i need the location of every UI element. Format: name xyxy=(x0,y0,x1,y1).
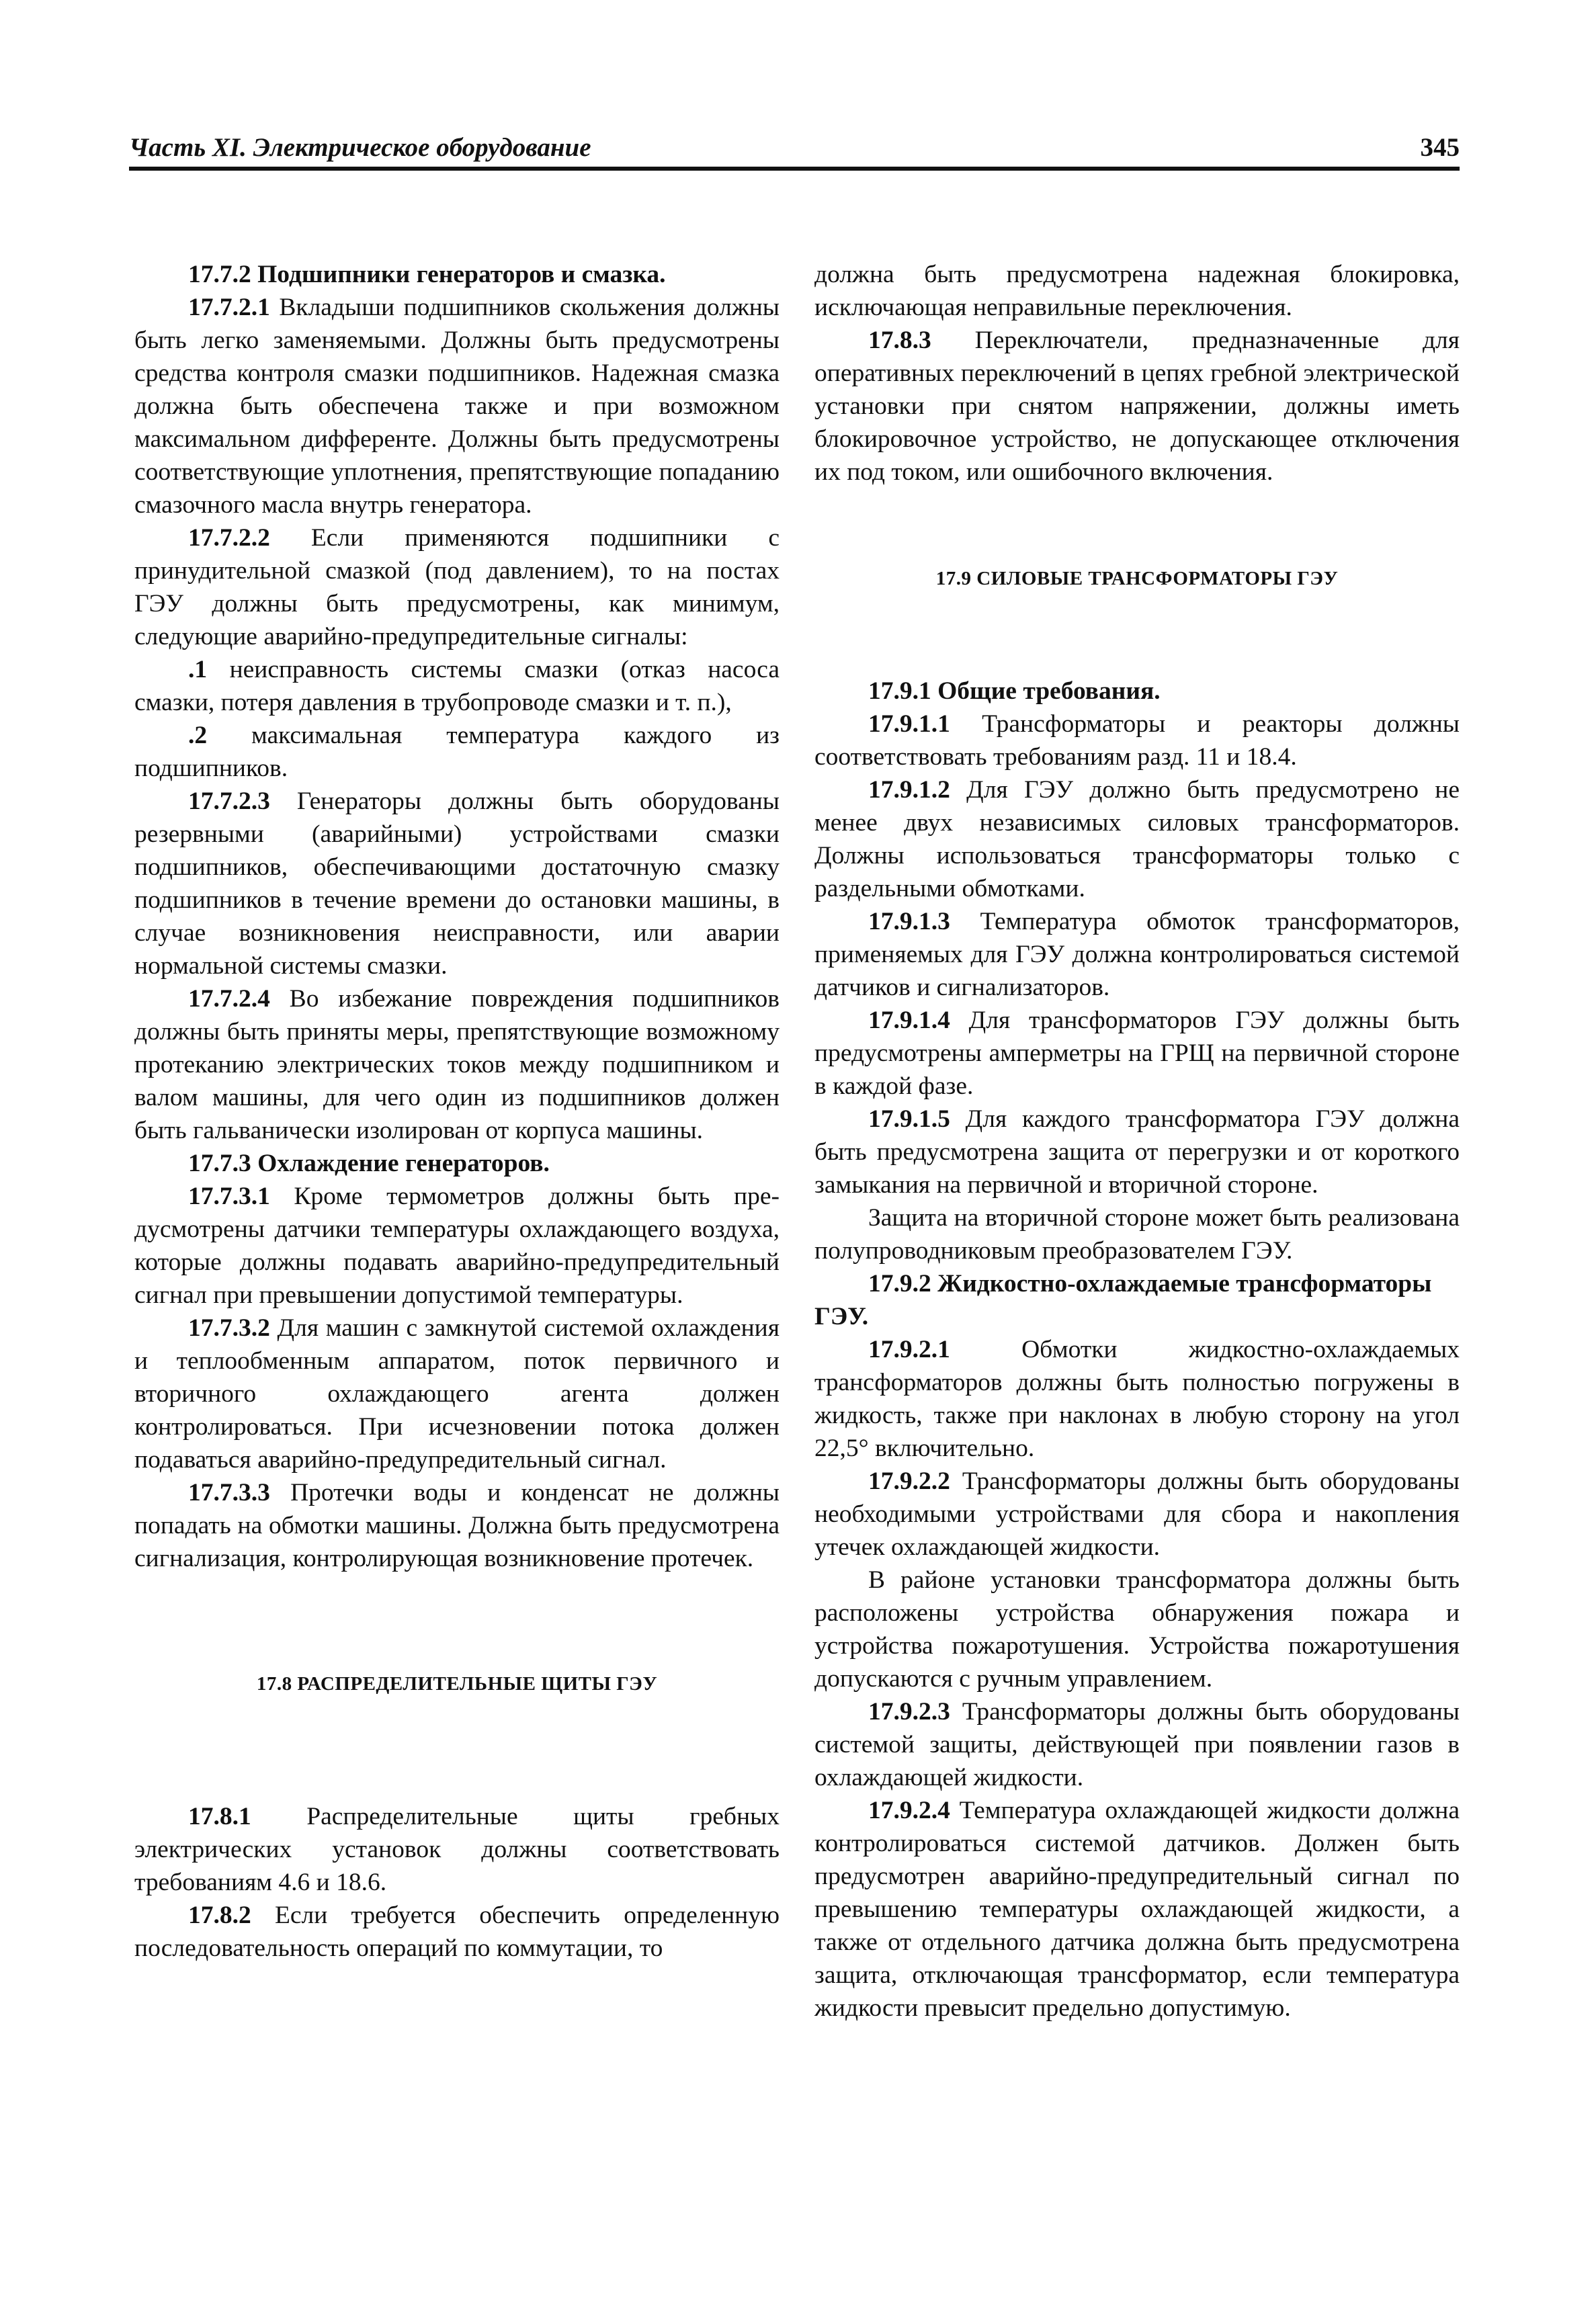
running-header-title: Часть XI. Электрическое оборудование xyxy=(129,133,591,162)
clause-number: 17.7.2.2 xyxy=(188,524,270,552)
clause-17-9-2-2-paragraph: В районе установки трансформатора должны быть расположены устройства обнаружения пожара и устройства пожаротушения. Устройства пожаротушения допускаются с ручным управлением. xyxy=(814,1566,1460,1693)
clause-number: 17.7.3 xyxy=(188,1150,251,1177)
clause-number: 17.8.1 xyxy=(188,1803,251,1830)
list-number: .2 xyxy=(188,722,208,749)
list-item-2 xyxy=(134,719,780,785)
list-text: максимальная температура каждого из подшипников. xyxy=(134,722,780,782)
subsection-heading-17-9-2 xyxy=(814,1267,1460,1333)
subsection-heading-17-9-1 xyxy=(814,675,1460,708)
clause-17-8-3 xyxy=(814,324,1460,488)
clause-number: 17.9.1.2 xyxy=(868,776,950,804)
clause-17-7-3-3 xyxy=(134,1476,780,1575)
clause-17-7-2-3 xyxy=(134,785,780,982)
clause-number: 17.9.1.1 xyxy=(868,710,950,738)
clause-number: 17.9.1.5 xyxy=(868,1105,950,1133)
list-item-1 xyxy=(134,653,780,719)
heading-text: Подшипники генераторов и смазка. xyxy=(251,261,666,288)
clause-number: 17.9.1.4 xyxy=(868,1007,950,1034)
clause-text: Для каждого трансформатора ГЭУ должна быть предусмотрена защита от перегрузки и от короткого замыкания на первичной и вторичной стороне. xyxy=(814,1105,1460,1199)
header-rule xyxy=(129,167,1460,171)
list-text: неисправность системы смазки (отказ насоса смазки, потеря давления в трубопроводе смазки и т. п.), xyxy=(134,656,780,716)
clause-number: 17.7.3.3 xyxy=(188,1479,270,1506)
clause-17-9-1-4 xyxy=(814,1004,1460,1103)
clause-text: Температура обмоток трансформаторов, применяемых для ГЭУ должна контролироваться системой датчиков и сигнализаторов. xyxy=(814,908,1460,1001)
clause-text: Если требуется обеспечить определенную последовательность операций по коммутации, то xyxy=(134,1902,780,1962)
clause-17-9-1-5 xyxy=(814,1103,1460,1201)
clause-17-7-3-2 xyxy=(134,1312,780,1476)
right-column xyxy=(814,258,1460,2025)
clause-number: 17.7.2.1 xyxy=(188,294,270,321)
subsection-heading-17-7-2 xyxy=(134,258,780,291)
clause-17-7-3-1 xyxy=(134,1180,780,1312)
clause-text: Трансформаторы и реакторы должны соответствовать требованиям разд. 11 и 18.4. xyxy=(814,710,1460,771)
clause-17-9-2-4 xyxy=(814,1794,1460,2025)
clause-number: 17.9.2.3 xyxy=(868,1698,950,1726)
heading-text: Общие требования. xyxy=(931,677,1161,705)
clause-text: Трансформаторы должны быть оборудованы системой защиты, действующей при появлении газов в охлаждающей жидкости. xyxy=(814,1698,1460,1791)
left-column xyxy=(134,258,780,1965)
clause-17-9-1-1 xyxy=(814,708,1460,773)
heading-text: Охлаждение генераторов. xyxy=(251,1150,550,1177)
clause-text: Переключатели, предназначенные для оперативных переключений в цепях гребной электрической установки при снятом напряжении, должны иметь блокировочное устройство, не допускающее отключения их под током, или ошибочного включения. xyxy=(814,327,1460,486)
clause-text: Во избежание повреждения подшипников должны быть приняты меры, препятствующие возможному протеканию электрических токов между подшипником и валом машины, для чего один из подшипников должен быть гальванически изолирован от корпуса машины. xyxy=(134,985,780,1144)
clause-17-9-1-3 xyxy=(814,905,1460,1004)
clause-number: 17.9.2.2 xyxy=(868,1467,950,1495)
clause-17-7-2-2 xyxy=(134,521,780,653)
clause-number: 17.7.3.2 xyxy=(188,1314,270,1342)
clause-text: Протечки воды и конденсат не должны попадать на обмотки машины. Должна быть предусмотрена сигнализация, контролирующая возникновение протечек. xyxy=(134,1479,780,1572)
clause-text: Трансформаторы должны быть оборудованы необходимыми устройствами для сбора и накопления утечек охлаждающей жидкости. xyxy=(814,1467,1460,1561)
page-header xyxy=(129,132,1460,171)
clause-number: 17.7.3.1 xyxy=(188,1183,270,1210)
clause-text: Кроме термометров должны быть предусмотрены датчики температуры охлаждающего воздуха, которые должны подавать аварийно-предупредительный сигнал при превышении допустимой температуры. xyxy=(134,1183,780,1309)
list-number: .1 xyxy=(188,656,208,683)
section-title-17-8: 17.8 РАСПРЕДЕЛИТЕЛЬНЫЕ ЩИТЫ ГЭУ xyxy=(256,1673,658,1695)
clause-17-7-2-4 xyxy=(134,982,780,1147)
heading-text: Жидкостно-охлаждаемые трансформаторы ГЭУ. xyxy=(814,1270,1432,1330)
clause-text: Для трансформаторов ГЭУ должны быть предусмотрены амперметры на ГРЩ на первичной стороне в каждой фазе. xyxy=(814,1007,1460,1100)
clause-number: 17.7.2.3 xyxy=(188,788,270,815)
clause-number: 17.8.3 xyxy=(868,327,931,354)
clause-number: 17.8.2 xyxy=(188,1902,251,1929)
clause-17-8-2 xyxy=(134,1899,780,1965)
clause-number: 17.9.1.3 xyxy=(868,908,950,935)
clause-text: Если применяются подшипники с принудительной смазкой (под давлением), то на постах ГЭУ должны быть предусмотрены, как минимум, следующие аварийно-предупредительные сигналы: xyxy=(134,524,780,650)
clause-17-9-1-2 xyxy=(814,773,1460,905)
clause-17-9-2-2 xyxy=(814,1465,1460,1564)
clause-number: 17.7.2.4 xyxy=(188,985,270,1013)
clause-text: Температура охлаждающей жидкости должна контролироваться системой датчиков. Должен быть предусмотрен аварийно-предупредительный сигнал по превышению температуры охлаждающей жидкости, а также от отдельного датчика должна быть предусмотрена защита, отключающая трансформатор, если температура жидкости превысит предельно допустимую. xyxy=(814,1797,1460,2022)
clause-text: Распределительные щиты гребных электрических установок должны соответствовать требованиям 4.6 и 18.6. xyxy=(134,1803,780,1896)
page-number: 345 xyxy=(1420,133,1460,162)
clause-number: 17.9.1 xyxy=(868,677,931,705)
section-title-17-9: 17.9 СИЛОВЫЕ ТРАНСФОРМАТОРЫ ГЭУ xyxy=(935,568,1339,589)
clause-text: Обмотки жидкостно-охлаждаемых трансформаторов должны быть полностью погружены в жидкость, также при наклонах в любую сторону на угол 22,5° включительно. xyxy=(814,1336,1460,1462)
clause-number: 17.9.2.4 xyxy=(868,1797,950,1824)
clause-number: 17.9.2.1 xyxy=(868,1336,950,1363)
clause-17-9-2-3 xyxy=(814,1695,1460,1794)
clause-number: 17.9.2 xyxy=(868,1270,931,1297)
clause-17-8-2-continued: должна быть предусмотрена надежная блокировка, исключающая неправильные переключения. xyxy=(814,261,1460,321)
clause-17-8-1 xyxy=(134,1800,780,1899)
clause-17-7-2-1 xyxy=(134,291,780,521)
clause-text: Для машин с замкнутой системой охлаждения и теплообменным аппаратом, поток первичного и вторичного охлаждающего агента должен контролироваться. При исчезновении потока должен подаваться аварийно-предупредительный сигнал. xyxy=(134,1314,780,1474)
clause-text: Генераторы должны быть оборудованы резервными (аварийными) устройствами смазки подшипников, обеспечивающими достаточную смазку подшипников в течение времени до остановки машины, в случае возникновения неисправности, или аварии нормальной системы смазки. xyxy=(134,788,780,980)
clause-text: Для ГЭУ должно быть предусмотрено не менее двух независимых силовых трансформаторов. Должны использоваться трансформаторы только с раздельными обмотками. xyxy=(814,776,1460,902)
subsection-heading-17-7-3 xyxy=(134,1147,780,1180)
clause-text: Вкладыши подшипников скольжения должны быть легко заменяемыми. Должны быть предусмотрены средства контроля смазки подшипников. Надежная смазка должна быть обеспечена также и при возможном максимальном дифференте. Должны быть предусмотрены соответствующие уплотнения, препятствующие попаданию смазочного масла внутрь генератора. xyxy=(134,294,780,519)
clause-number: 17.7.2 xyxy=(188,261,251,288)
clause-17-9-1-5-paragraph: Защита на вторичной стороне может быть реализована полупроводниковым преобразователем ГЭУ. xyxy=(814,1204,1460,1265)
clause-17-9-2-1 xyxy=(814,1333,1460,1465)
